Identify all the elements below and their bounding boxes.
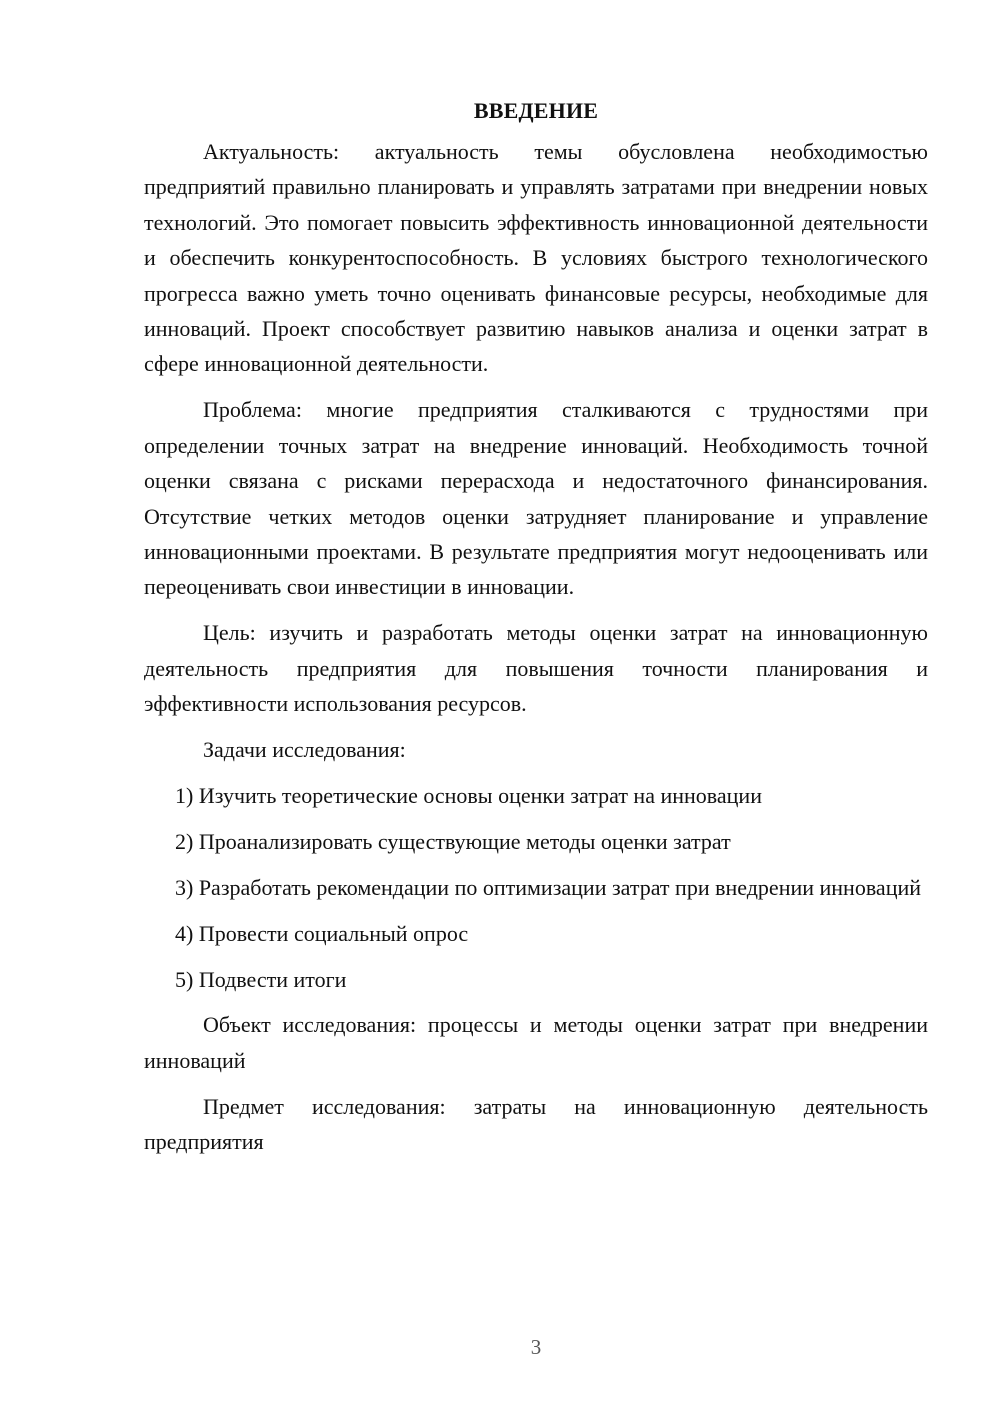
tasks-title: Задачи исследования: (203, 737, 406, 762)
object-paragraph: Объект исследования: процессы и методы оценки затрат при внедрении инноваций (144, 1012, 928, 1073)
goal-paragraph: Цель: изучить и разработать методы оценки затрат на инновационную деятельность предприятия для повышения точности планирования и эффективности использования ресурсов. (144, 620, 928, 717)
subject-paragraph: Предмет исследования: затраты на инновационную деятельность предприятия (144, 1093, 928, 1155)
relevance-paragraph: Актуальность: актуальность темы обусловлена необходимостью предприятий правильно планировать и управлять затратами при внедрении новых технологий. Это помогает повысить эффективность инновационной деятельности и обеспечить конкурентоспособность. В условиях быстрого технологического прогресса важно уметь точно оценивать финансовые ресурсы, необходимые для инноваций. Проект способствует развитию навыков анализа и оценки затрат в сфере инновационной деятельности. (144, 139, 928, 377)
task-item: 4) Провести социальный опрос (175, 920, 469, 946)
task-item: 1) Изучить теоретические основы оценки затрат на инновации (175, 782, 762, 808)
problem-paragraph: Проблема: многие предприятия сталкиваются с трудностями при определении точных затрат на внедрение инноваций. Необходимость точной оценки связана с рисками перерасхода и недостаточного финансирования. Отсутствие четких методов оценки затрудняет планирование и управление инновационными проектами. В результате предприятия могут недооценивать или переоценивать свои инвестиции в инновации. (144, 397, 928, 600)
page-number: 3 (530, 1335, 542, 1359)
task-item: 2) Проанализировать существующие методы оценки затрат (175, 828, 731, 854)
task-item: 3) Разработать рекомендации по оптимизации затрат при внедрении инноваций (175, 874, 922, 900)
task-item: 5) Подвести итоги (175, 966, 347, 992)
section-heading: ВВЕДЕНИЕ (473, 98, 599, 123)
page-content (144, 96, 928, 1160)
